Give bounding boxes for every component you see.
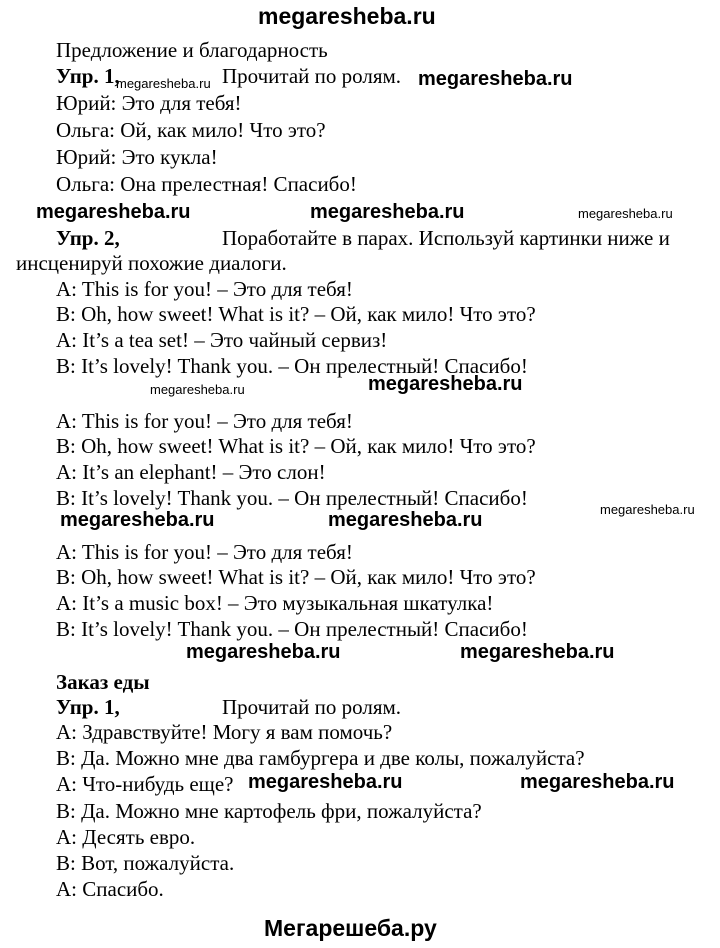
- dialog-line: A: Здравствуйте! Могу я вам помочь?: [56, 720, 393, 744]
- dialog-line: A: It’s a tea set! – Это чайный сервиз!: [56, 328, 388, 352]
- watermark: megaresheba.ru: [36, 201, 191, 223]
- watermark: megaresheba.ru: [186, 641, 341, 663]
- dialog-line: Ольга: Она прелестная! Спасибо!: [56, 172, 357, 196]
- dialog-line: A: It’s a music box! – Это музыкальная шкатулка!: [56, 591, 494, 615]
- watermark-small: megaresheba.ru: [150, 382, 245, 397]
- exercise-1-label: Упр. 1,: [56, 695, 120, 719]
- watermark: megaresheba.ru: [368, 373, 523, 395]
- dialog-line: Юрий: Это для тебя!: [56, 91, 242, 115]
- dialog-line: Юрий: Это кукла!: [56, 145, 218, 169]
- exercise-2-task: Поработайте в парах. Используй картинки ниже и: [222, 226, 670, 250]
- dialog-line: B: Да. Можно мне два гамбургера и две колы, пожалуйста?: [56, 746, 585, 770]
- dialog-line: A: This is for you! – Это для тебя!: [56, 409, 353, 433]
- exercise-1-task: Прочитай по ролям.: [222, 695, 402, 719]
- exercise-2-task-continued: инсценируй похожие диалоги.: [16, 251, 287, 275]
- exercise-1-label: Упр. 1,: [56, 64, 120, 88]
- dialog-line: A: Десять евро.: [56, 825, 196, 849]
- watermark: megaresheba.ru: [418, 68, 573, 90]
- dialog-line: A: Что-нибудь еще?: [56, 772, 234, 796]
- dialog-line: B: Oh, how sweet! What is it? – Ой, как мило! Что это?: [56, 434, 536, 458]
- section-title-food-order: Заказ еды: [56, 670, 150, 694]
- header-site-name: megaresheba.ru: [258, 3, 436, 29]
- watermark-small: megaresheba.ru: [116, 76, 211, 91]
- watermark: megaresheba.ru: [248, 771, 403, 793]
- dialog-line: A: This is for you! – Это для тебя!: [56, 277, 353, 301]
- watermark: megaresheba.ru: [520, 771, 675, 793]
- dialog-line: B: Oh, how sweet! What is it? – Ой, как мило! Что это?: [56, 302, 536, 326]
- dialog-line: B: It’s lovely! Thank you. – Он прелестный! Спасибо!: [56, 486, 528, 510]
- dialog-line: A: Спасибо.: [56, 877, 164, 901]
- watermark-small: megaresheba.ru: [600, 502, 695, 517]
- watermark: megaresheba.ru: [310, 201, 465, 223]
- dialog-line: Ольга: Ой, как мило! Что это?: [56, 118, 326, 142]
- dialog-line: B: Вот, пожалуйста.: [56, 851, 235, 875]
- dialog-line: B: Oh, how sweet! What is it? – Ой, как мило! Что это?: [56, 565, 536, 589]
- watermark: megaresheba.ru: [328, 509, 483, 531]
- watermark: megaresheba.ru: [60, 509, 215, 531]
- dialog-line: B: It’s lovely! Thank you. – Он прелестный! Спасибо!: [56, 617, 528, 641]
- dialog-line: B: Да. Можно мне картофель фри, пожалуйста?: [56, 799, 482, 823]
- dialog-line: A: It’s an elephant! – Это слон!: [56, 460, 326, 484]
- exercise-1-task: Прочитай по ролям.: [222, 64, 402, 88]
- dialog-line: B: It’s lovely! Thank you. – Он прелестный! Спасибо!: [56, 354, 528, 378]
- watermark-small: megaresheba.ru: [578, 206, 673, 221]
- section-title-offer: Предложение и благодарность: [56, 38, 328, 62]
- exercise-2-label: Упр. 2,: [56, 226, 120, 250]
- footer-site-name: Мегарешеба.ру: [264, 915, 437, 941]
- dialog-line: A: This is for you! – Это для тебя!: [56, 540, 353, 564]
- watermark: megaresheba.ru: [460, 641, 615, 663]
